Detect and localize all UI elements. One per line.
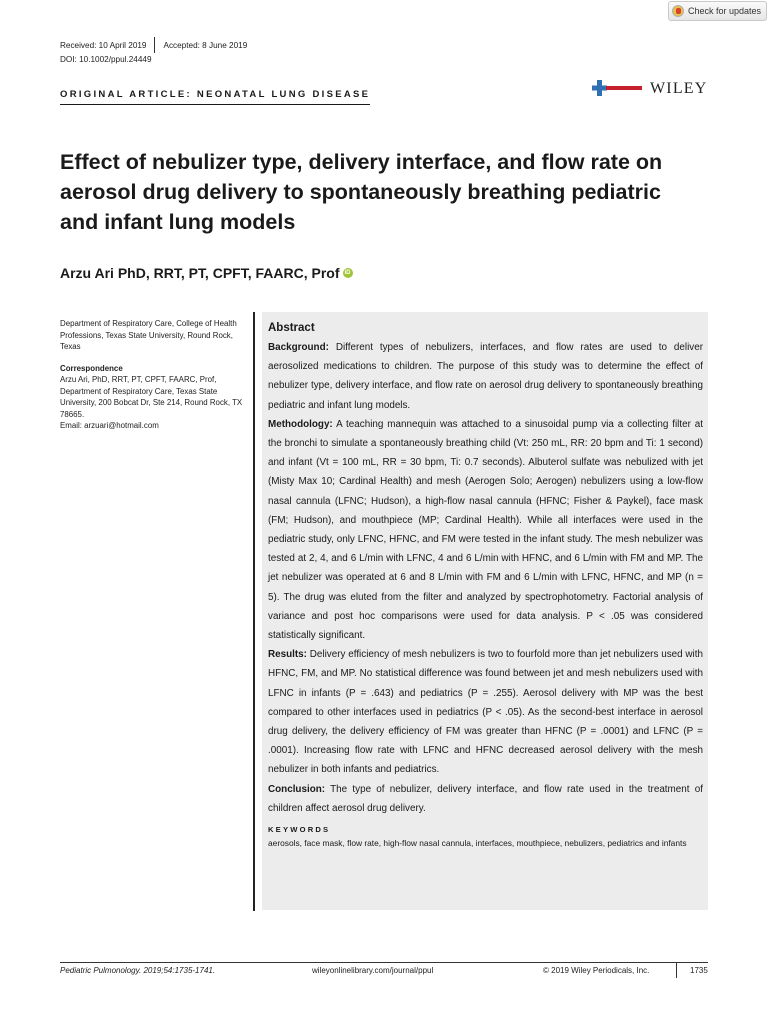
author-line — [60, 265, 353, 281]
section-label: ORIGINAL ARTICLE: NEONATAL LUNG DISEASE — [60, 89, 370, 105]
page-number: 1735 — [690, 966, 708, 975]
abstract-heading: Abstract — [268, 322, 315, 334]
article-dates — [60, 37, 247, 53]
correspondence-email[interactable]: Email: arzuari@hotmail.com — [60, 421, 159, 430]
journal-logo-icon — [592, 78, 642, 98]
results-text: Delivery efficiency of mesh nebulizers is two to fourfold more than jet nebulizers used with HFNC, FM, and MP. No statistical difference was found between jet and mesh nebulizers used with LFNC in infants (P = .643) and pediatrics (P = .255). Aerosol delivery with MP was the best compared to other interfaces used in pediatrics (P < .05). As the second-best interface in aerosol drug delivery, the delivery efficiency of FM was greater than HFNC (P = .0001) and LFNC (P = .0001). Increasing flow rate with LFNC and HFNC decreased aerosol delivery with the mesh nebulizer in both infants and pediatrics. — [268, 649, 703, 776]
article-title: Effect of nebulizer type, delivery interface, and flow rate on aerosol drug delivery to spontaneously breathing pediatric and infant lung models — [60, 150, 663, 234]
footer-divider — [676, 963, 677, 978]
abstract-methodology — [268, 415, 703, 645]
affiliation: Department of Respiratory Care, College of Health Professions, Texas State University, Round Rock, Texas — [60, 319, 237, 351]
background-text: Different types of nebulizers, interfaces, and flow rates are used to deliver aerosolized medications to children. The purpose of this study was to determine the effect of nebulizer type, delivery interface, and flow rate on aerosol drug delivery to spontaneously breathing pediatric and infant lung models. — [268, 342, 703, 411]
orcid-icon[interactable]: iD — [344, 270, 351, 276]
abstract-results — [268, 645, 703, 779]
methodology-text: A teaching mannequin was attached to a sinusoidal pump via a collecting filter at the bronchi to simulate a spontaneously breathing child (Vt: 250 mL, RR: 20 bpm and Ti: 1 second) and infant (Vt = 100 mL, RR = 30 bpm, Ti: 0.7 seconds). Albuterol sulfate was nebulized with jet (Misty Max 10; Cardinal Health) and mesh (Aerogen Solo; Aerogen) nebulizers using a low-flow nasal cannula (LFNC; Hudson), a high-flow nasal cannula (HFNC; Fisher & Paykel), face mask (FM; Hudson), and mouthpiece (MP; Cardinal Health). While all interfaces were used in the pediatric study, only LFNC, HFNC, and FM were tested in the infant study. The mesh nebulizer was tested at 2, 4, and 6 L/min with LFNC, 4 and 6 L/min with HFNC, and 6 L/min with FM and MP. The jet nebulizer was operated at 6 and 8 L/min with FM and 6 L/min with LFNC, HFNC, and MP (n = 5). The drug was eluted from the filter and analyzed by spectrophotometry. Factorial analysis of variance and post hoc comparisons were used for data analysis. P < .05 was considered statistically significant. — [268, 418, 703, 642]
results-label: Results: — [268, 649, 307, 661]
keywords-heading: KEYWORDS — [268, 825, 331, 835]
received-date: Received: 10 April 2019 — [60, 40, 147, 50]
footer-copyright: © 2019 Wiley Periodicals, Inc. — [543, 966, 650, 975]
footer-rule — [60, 962, 708, 963]
crossmark-icon — [672, 5, 684, 17]
abstract-box — [262, 312, 708, 910]
column-divider — [253, 312, 255, 911]
affiliation-column — [60, 318, 245, 432]
author-name: Arzu Ari PhD, RRT, PT, CPFT, FAARC, Prof — [60, 265, 340, 281]
keywords-list: aerosols, face mask, flow rate, high-flow nasal cannula, interfaces, mouthpiece, nebulizers, pediatrics and infants — [268, 838, 687, 849]
check-for-updates-label: Check for updates — [688, 6, 762, 16]
check-for-updates-button[interactable] — [668, 1, 767, 21]
background-label: Background: — [268, 342, 329, 353]
footer-url[interactable]: wileyonlinelibrary.com/journal/ppul — [312, 966, 434, 975]
conclusion-label: Conclusion: — [268, 783, 326, 795]
accepted-date: Accepted: 8 June 2019 — [163, 40, 248, 50]
abstract-background — [268, 338, 703, 415]
correspondence-heading: Correspondence — [60, 363, 123, 373]
doi[interactable]: DOI: 10.1002/ppul.24449 — [60, 55, 152, 64]
conclusion-text: The type of nebulizer, delivery interface, and flow rate used in the treatment of children affect aerosol drug delivery. — [268, 783, 703, 814]
date-divider — [154, 37, 155, 53]
publisher-logo: WILEY — [650, 80, 708, 97]
footer-journal: Pediatric Pulmonology. 2019;54:1735-1741. — [60, 966, 216, 975]
methodology-label: Methodology: — [268, 418, 333, 430]
abstract-conclusion — [268, 780, 703, 818]
correspondence-text: Arzu Ari, PhD, RRT, PT, CPFT, FAARC, Prof, Department of Respiratory Care, Texas State University, 200 Bobcat Dr, Ste 214, Round Rock, TX 78665. — [60, 375, 243, 419]
